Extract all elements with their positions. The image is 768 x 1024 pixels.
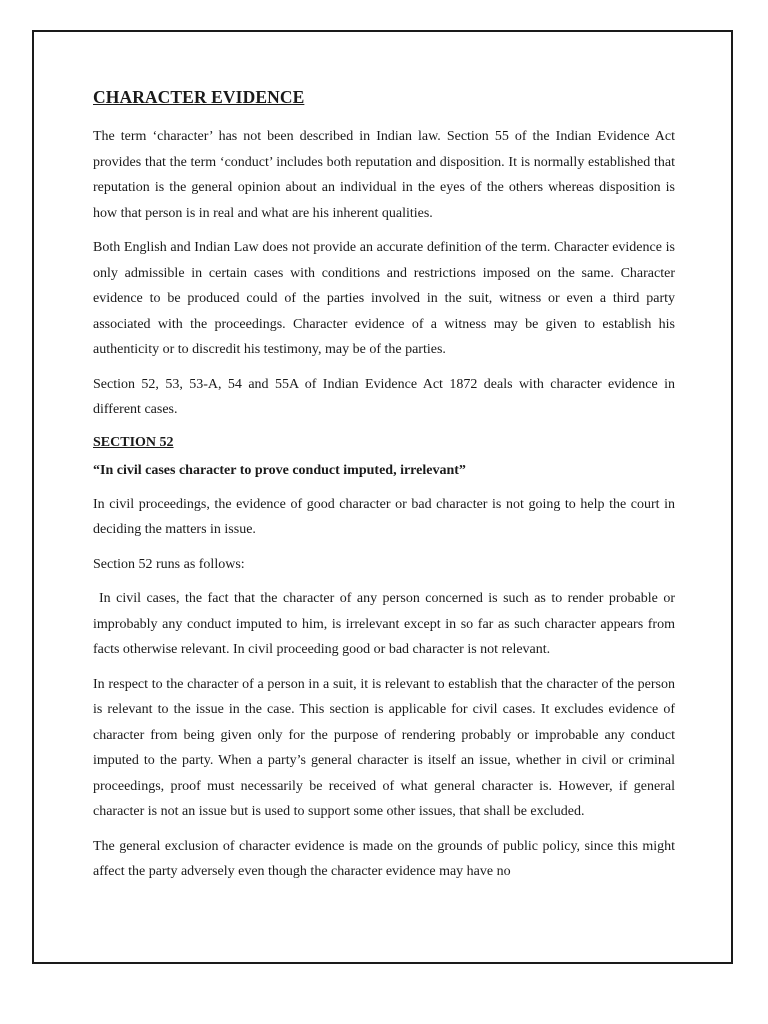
section-heading: SECTION 52 [93, 434, 174, 450]
intro-paragraph-2: Both English and Indian Law does not provide an accurate definition of the term. Character evidence is only admissible in certain cases with conditions and restrictions imposed on the same. Character evidence to be produced could of the parties involved in the suit, witness or even a third party associated with the proceedings. Character evidence of a witness may be given to establish his authenticity or to discredit his testimony, may be of the parties. [93, 240, 675, 357]
section-paragraph-1: In civil proceedings, the evidence of good character or bad character is not going to help the court in deciding the matters in issue. [93, 496, 675, 537]
intro-paragraph-3: Section 52, 53, 53-A, 54 and 55A of Indian Evidence Act 1872 deals with character evidence in different cases. [93, 376, 675, 417]
intro-paragraph-1: The term ‘character’ has not been described in Indian law. Section 55 of the Indian Evidence Act provides that the term ‘conduct’ includes both reputation and disposition. It is normally established that reputation is the general opinion about an individual in the eyes of the others whereas disposition is how that person is in real and what are his inherent qualities. [93, 129, 675, 221]
document-body [93, 86, 675, 894]
section-paragraph-3: In civil cases, the fact that the character of any person concerned is such as to render probable or improbably any conduct imputed to him, is irrelevant except in so far as such character appears from facts otherwise relevant. In civil proceeding good or bad character is not relevant. [93, 591, 675, 657]
section-subtitle: “In civil cases character to prove conduct imputed, irrelevant” [93, 462, 466, 478]
document-title: CHARACTER EVIDENCE [93, 87, 305, 107]
section-paragraph-4: In respect to the character of a person in a suit, it is relevant to establish that the character of the person is relevant to the issue in the case. This section is applicable for civil cases. It excludes evidence of character from being given only for the purpose of rendering probably or improbable any conduct imputed to the party. When a party’s general character is itself an issue, whether in civil or criminal proceedings, proof must necessarily be received of what general character is. However, if general character is not an issue but is used to support some other issues, that shall be excluded. [93, 676, 675, 819]
section-paragraph-5: The general exclusion of character evidence is made on the grounds of public policy, since this might affect the party adversely even though the character evidence may have no [93, 838, 675, 879]
section-paragraph-2: Section 52 runs as follows: [93, 556, 245, 572]
